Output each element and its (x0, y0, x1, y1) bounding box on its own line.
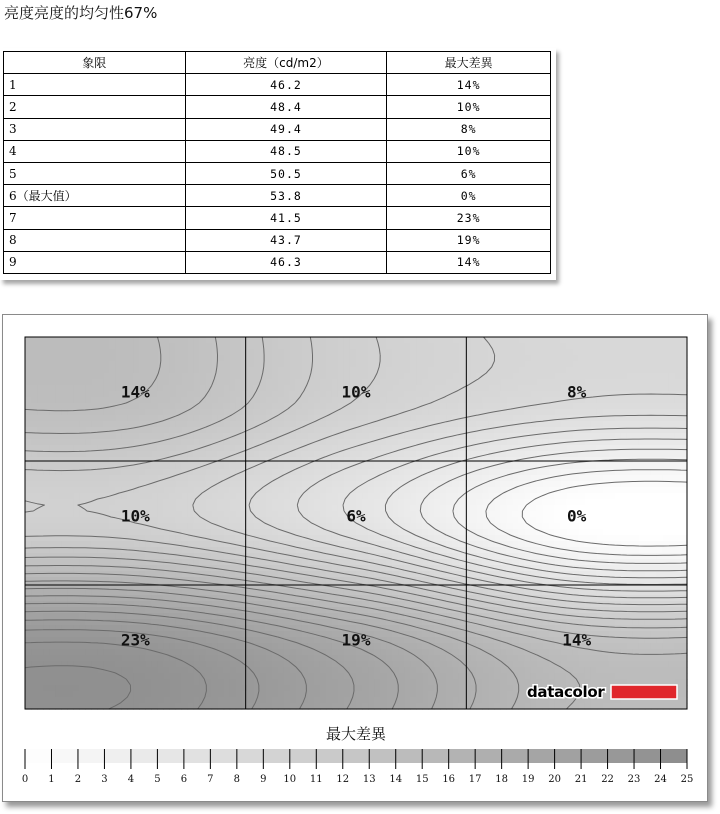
quadrant-value-label: 14% (562, 630, 592, 650)
table-row (4, 185, 551, 207)
luminance-cell: 53.8 (185, 185, 387, 207)
colorscale-tick-label: 10 (283, 774, 297, 785)
colorscale-swatch (422, 749, 449, 763)
colorscale-swatch (449, 749, 476, 763)
quadrant-cell: 2 (4, 96, 186, 118)
table-header-row (4, 52, 551, 74)
uniformity-chart-panel (2, 314, 708, 802)
colorscale-swatch (78, 749, 105, 763)
colorscale-swatch (184, 749, 211, 763)
colorscale-tick-label: 19 (521, 774, 535, 785)
colorscale-tick-label: 23 (627, 774, 641, 785)
colorscale-tick-label: 4 (127, 774, 135, 785)
table-row (4, 251, 551, 273)
colorscale-tick-label: 1 (48, 774, 55, 785)
colorscale-tick-label: 16 (442, 774, 456, 785)
colorscale-tick-label: 12 (336, 774, 350, 785)
quadrant-cell: 8 (4, 229, 186, 251)
luminance-cell: 46.2 (185, 74, 387, 96)
colorscale-swatch (475, 749, 502, 763)
luminance-cell: 50.5 (185, 162, 387, 184)
colorscale-swatch (316, 749, 343, 763)
colorscale-swatch (634, 749, 661, 763)
max-diff-cell: 14% (387, 251, 551, 273)
luminance-cell: 49.4 (185, 118, 387, 140)
quadrant-cell: 9 (4, 251, 186, 273)
quadrant-value-label: 14% (120, 382, 150, 402)
page-title: 亮度亮度的均匀性67% (4, 4, 158, 22)
luminance-cell: 48.5 (185, 140, 387, 162)
quadrant-cell: 1 (4, 74, 186, 96)
uniformity-table-panel (0, 48, 556, 280)
column-header-quadrant: 象限 (4, 52, 186, 74)
colorscale-swatch (502, 749, 529, 763)
colorscale-swatch (131, 749, 158, 763)
colorscale-swatch (661, 749, 688, 763)
colorscale-swatch (25, 749, 52, 763)
table-row (4, 229, 551, 251)
colorscale-swatch (263, 749, 290, 763)
colorscale-tick-label: 21 (574, 774, 588, 785)
colorscale-tick-label: 15 (415, 774, 429, 785)
colorscale-swatch (290, 749, 317, 763)
colorscale-swatch (210, 749, 237, 763)
colorscale-swatch (369, 749, 396, 763)
luminance-cell: 41.5 (185, 207, 387, 229)
colorscale-tick-label: 22 (601, 774, 614, 785)
table-row (4, 74, 551, 96)
colorscale-tick-label: 9 (260, 774, 267, 785)
column-header-luminance: 亮度（cd/m2） (185, 52, 387, 74)
colorscale-tick-label: 20 (548, 774, 561, 785)
colorscale-tick-label: 5 (154, 774, 161, 785)
table-row (4, 118, 551, 140)
colorscale-tick-label: 25 (680, 774, 694, 785)
quadrant-value-label: 19% (341, 630, 371, 650)
colorscale-swatch (104, 749, 131, 763)
colorscale-tick-label: 2 (74, 774, 82, 785)
max-diff-cell: 6% (387, 162, 551, 184)
max-diff-cell: 10% (387, 140, 551, 162)
max-diff-cell: 10% (387, 96, 551, 118)
colorscale-tick-label: 8 (233, 774, 241, 785)
column-header-max-diff: 最大差異 (387, 52, 551, 74)
colorscale-tick-label: 11 (309, 774, 323, 785)
colorscale-swatch (396, 749, 423, 763)
quadrant-cell: 6（最大值） (4, 185, 186, 207)
quadrant-cell: 4 (4, 140, 186, 162)
luminance-cell: 43.7 (185, 229, 387, 251)
quadrant-value-label: 10% (341, 382, 371, 402)
quadrant-value-label: 23% (120, 630, 150, 650)
table-row (4, 96, 551, 118)
max-diff-cell: 8% (387, 118, 551, 140)
colorscale-tick-label: 0 (21, 774, 29, 785)
datacolor-logo: datacolor (527, 683, 605, 701)
luminance-cell: 48.4 (185, 96, 387, 118)
colorscale-tick-label: 13 (362, 774, 376, 785)
table-row (4, 207, 551, 229)
colorscale-swatch (555, 749, 582, 763)
colorscale-swatch (237, 749, 264, 763)
colorscale-swatch (343, 749, 370, 763)
colorscale-tick-label: 24 (654, 774, 667, 785)
quadrant-value-label: 10% (120, 506, 150, 526)
table-row (4, 140, 551, 162)
colorscale-title: 最大差異 (325, 725, 387, 743)
table-row (4, 162, 551, 184)
quadrant-cell: 7 (4, 207, 186, 229)
colorscale-tick-label: 3 (101, 774, 108, 785)
max-diff-cell: 23% (387, 207, 551, 229)
quadrant-value-label: 0% (567, 506, 587, 526)
max-diff-cell: 19% (387, 229, 551, 251)
colorscale-tick-label: 17 (468, 774, 482, 785)
uniformity-table (3, 51, 551, 274)
quadrant-value-label: 6% (346, 506, 366, 526)
max-diff-cell: 0% (387, 185, 551, 207)
quadrant-cell: 5 (4, 162, 186, 184)
colorscale-swatch (581, 749, 608, 763)
colorscale-swatch (51, 749, 78, 763)
colorscale-swatch (608, 749, 635, 763)
colorscale-tick-label: 14 (389, 774, 403, 785)
quadrant-value-label: 8% (567, 382, 587, 402)
colorscale-swatch (157, 749, 184, 763)
quadrant-cell: 3 (4, 118, 186, 140)
luminance-cell: 46.3 (185, 251, 387, 273)
max-diff-cell: 14% (387, 74, 551, 96)
colorscale-swatch (528, 749, 555, 763)
datacolor-logo-bar (611, 685, 677, 699)
colorscale-tick-label: 6 (180, 774, 188, 785)
colorscale-tick-label: 7 (207, 774, 214, 785)
uniformity-contour-chart (3, 315, 709, 803)
colorscale-tick-label: 18 (495, 774, 509, 785)
